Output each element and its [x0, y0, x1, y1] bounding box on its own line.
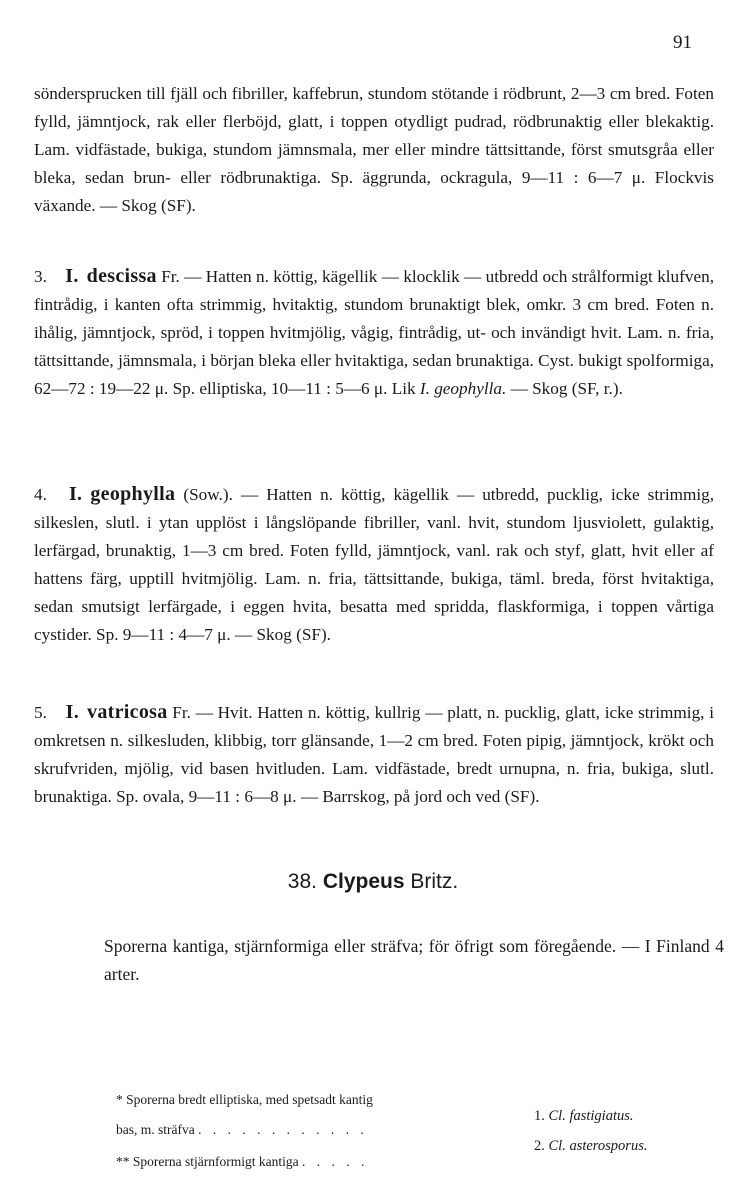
key-row-2 [116, 1154, 368, 1170]
paragraph-text: söndersprucken till fjäll och fibriller, kaffebrun, stundom stötande i rödbrunt, 2—3 cm bred. Foten fylld, jämntjock, rak eller flerböjd, glatt, i toppen otydligt pudrad, rödbrunaktig eller blekaktig. Lam. vidfästade, bukiga, stundom jämnsmala, mer eller mindre tättsittande, först smutsgråa eller bleka, sedan brun- eller rödbrunaktiga. Sp. äggrunda, ockragula, 9—11 : 6—7 μ. Flockvis växande. — Skog (SF). [34, 84, 714, 215]
species-reference: I. geophylla. [419, 379, 507, 398]
species-author: Fr. [161, 267, 180, 286]
species-habitat: — Skog (SF, r.). [510, 379, 623, 398]
key-row-1-text: bas, m. sträfva [116, 1122, 195, 1137]
species-description: — Hatten n. köttig, kägellik — utbredd, pucklig, icke strimmig, silkeslen, slutl. i ytan upplöst i långslöpande fibriller, vanl. hvit, stundom ljusviolett, gulaktig, lerfärgad, brunaktig, 1—3 cm bred. Foten fylld, jämntjock, vanl. rak och styf, glatt, hvit eller af hattens färg, upptill hvitmjölig. Lam. n. fria, tättsittande, bukiga, täml. breda, först hvitaktiga, sedan smutsigt lerfärgade, i eggen hvita, besatta med spridda, flaskformiga, i toppen vårtiga cystider. Sp. 9—11 : 4—7 μ. — Skog (SF). [34, 485, 715, 644]
species-name [66, 701, 168, 723]
key-row-1-line-2 [116, 1122, 368, 1138]
paragraph-continuation [34, 80, 714, 220]
key-result-name: Cl. fastigiatus. [548, 1108, 634, 1124]
species-name [65, 265, 157, 287]
species-entry-vatricosa [34, 698, 714, 811]
genus-abbrev: I. [65, 265, 79, 287]
genus-abbrev: I. [68, 483, 83, 505]
key-result-number: 1. [534, 1108, 545, 1124]
species-entry-descissa [34, 262, 714, 403]
species-name [69, 483, 175, 505]
section-number: 38. [287, 870, 317, 893]
page-number: 91 [673, 32, 692, 53]
genus-abbrev: I. [65, 701, 80, 723]
section-intro: Sporerna kantiga, stjärnformiga eller sträfva; för öfrigt som föregående. — I Finland 4 arter. [104, 936, 724, 984]
species-author: (Sow.). [183, 485, 233, 504]
species-description: — Hvit. Hatten n. köttig, kullrig — platt, n. pucklig, glatt, icke strimmig, i omkretsen n. silkesluden, klibbig, torr glänsande, 1—2 cm bred. Foten pipig, jämntjock, krökt och skrufvriden, mjölig, vid basen hvitluden. Lam. vidfästade, bredt urnupna, n. fria, bukiga, slutl. brunaktiga. Sp. ovala, 9—11 : 6—8 μ. — Barrskog, på jord och ved (SF). [34, 703, 714, 806]
key-result-number: 2. [534, 1138, 545, 1154]
key-leader-dots: . . . . . [301, 1154, 369, 1169]
entry-number: 4. [34, 485, 47, 504]
entry-number: 3. [34, 267, 47, 286]
species-epithet: vatricosa [87, 701, 168, 723]
species-entry-geophylla [34, 480, 714, 649]
key-row-1-line-1: * Sporerna bredt elliptiska, med spetsadt kantig [116, 1092, 373, 1107]
key-result-name: Cl. asterosporus. [548, 1138, 648, 1154]
section-name: Clypeus [322, 870, 405, 893]
key-result-1 [534, 1108, 634, 1125]
species-author: Fr. [172, 703, 191, 722]
section-heading [0, 870, 746, 894]
key-leader-dots: . . . . . . . . . . . . [198, 1122, 368, 1137]
key-result-2 [534, 1138, 647, 1155]
species-epithet: geophylla [90, 483, 176, 505]
section-author: Britz. [410, 870, 459, 893]
species-description: — Hatten n. köttig, kägellik — klocklik — utbredd och strålformigt klufven, fintrådig, i kanten ofta strimmig, hvitaktig, stundom brunaktigt blek, omkr. 3 cm bred. Foten n. ihålig, jämntjock, spröd, i toppen hvitmjölig, vågig, fintrådig, ut- och invändigt hvit. Lam. n. fria, tättsittande, jämnsmala, i början bleka eller hvitaktiga, sedan brunaktiga. Cyst. bukigt spolformiga, 62—72 : 19—22 μ. Sp. elliptiska, 10—11 : 5—6 μ. Lik [34, 267, 714, 398]
entry-number: 5. [34, 703, 47, 722]
key-row-2-text: ** Sporerna stjärnformigt kantiga [116, 1154, 299, 1169]
species-epithet: descissa [86, 265, 157, 287]
